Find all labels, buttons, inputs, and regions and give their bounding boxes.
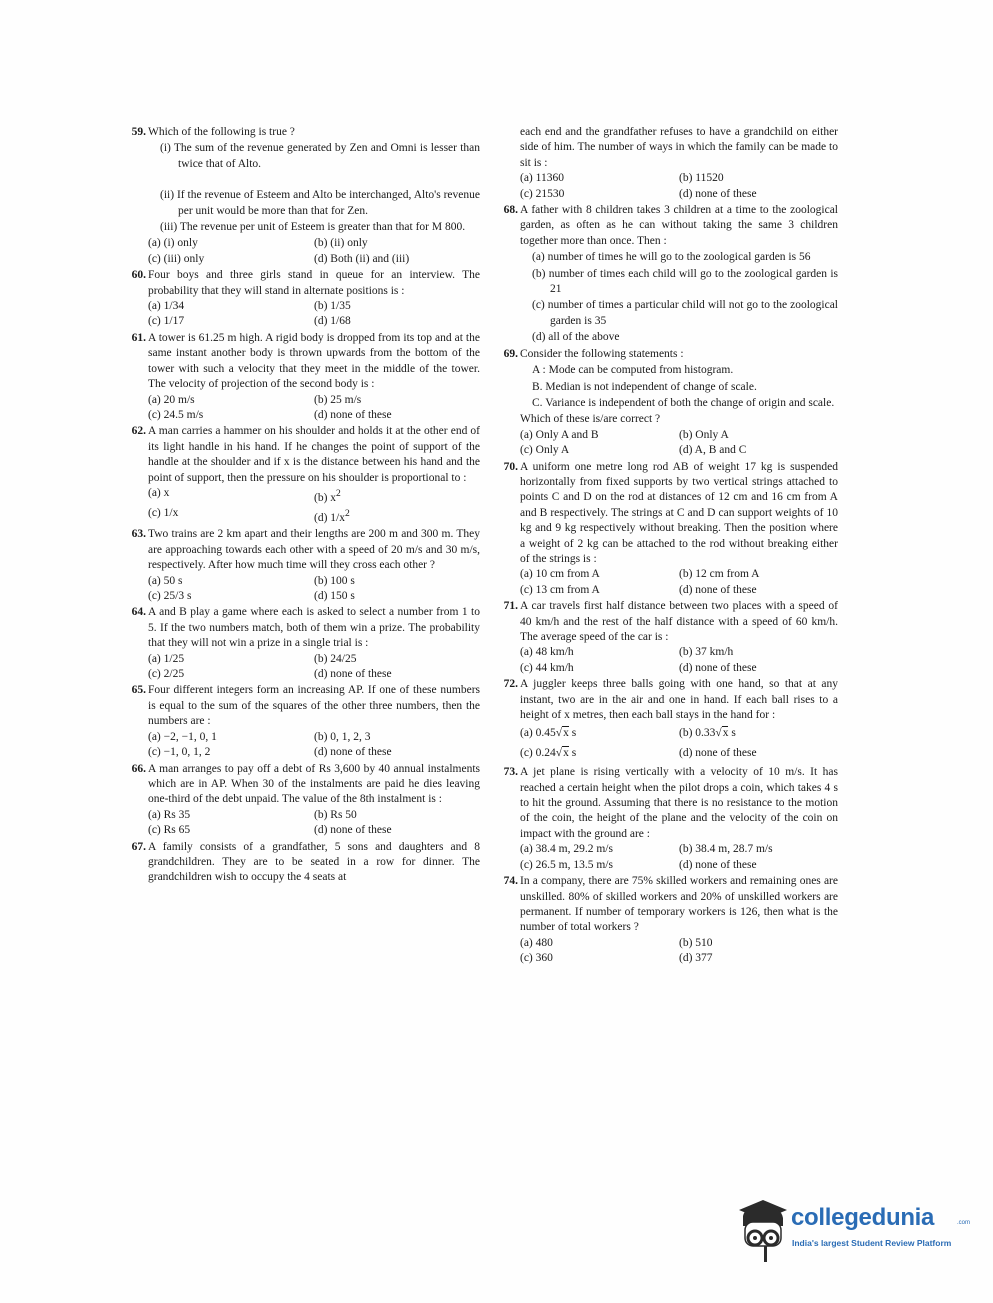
- question-71: [490, 599, 838, 676]
- option-b: (b) 11520: [679, 172, 724, 185]
- question-stem: A jet plane is rising vertically with a velocity of 10 m/s. It has reached a certain height when the pilot drops a coin, which takes 4 s to hit the ground. Assuming that there is no resistance to the motion of the coin, the height of the plane and the velocity of the coin on impact with the ground are :: [520, 766, 838, 840]
- question-number: 63.: [131, 528, 146, 541]
- option-c: (c) 1/17: [148, 315, 185, 328]
- question-stem: Four boys and three girls stand in queue for an interview. The probability that they will stand in alternate positions is :: [148, 269, 480, 297]
- option-b: (b) (ii) only: [314, 237, 368, 250]
- question-stem: Which of the following is true ?: [148, 126, 295, 138]
- right-column: [490, 125, 838, 968]
- option-b: (b) 1/35: [314, 300, 351, 313]
- option-b: (b) Rs 50: [314, 808, 357, 821]
- question-number: 71.: [503, 600, 518, 613]
- option-d: (d) none of these: [314, 408, 392, 421]
- statement-c: C. Variance is independent of both the change of origin and scale.: [532, 396, 835, 409]
- question-number: 60.: [131, 269, 146, 282]
- option-d: (d) $1/x^2$: [314, 508, 350, 524]
- option-c: (c) 13 cm from A: [520, 583, 600, 596]
- option-b: (b) Only A: [679, 428, 729, 441]
- option-b: (b) number of times each child will go to the zoological garden is 21: [532, 267, 838, 296]
- brand-logo: [735, 1196, 971, 1266]
- options: [148, 574, 480, 605]
- question-72: [490, 677, 838, 761]
- question-ask: Which of these is/are correct ?: [520, 413, 661, 426]
- options: [148, 652, 480, 683]
- statement-b: B. Median is not independent of change of scale.: [532, 380, 757, 393]
- statement-i: (i) The sum of the revenue generated by Zen and Omni is lesser than twice that of Alto.: [160, 142, 480, 170]
- option-c: (c) number of times a particular child will not go to the zoological garden is 35: [532, 299, 838, 327]
- option-a: (a) 50 s: [148, 574, 183, 587]
- option-d: (d) 377: [679, 952, 713, 965]
- question-number: 65.: [131, 684, 146, 697]
- question-67: [118, 840, 480, 886]
- question-stem: A uniform one metre long rod AB of weight 17 kg is suspended horizontally from fixed supports by two vertical strings attached to points C and D on the rod at distances of 12 cm and 16 cm from A and B respectively. The strings at C and D can support weights of 10 kg and 9 kg respectively without breaking. Then the position where a weight of 2 kg can be attached to the rod without breaking either of the strings is :: [520, 460, 838, 565]
- question-65: [118, 683, 480, 760]
- option-c: (c) 24.5 m/s: [148, 408, 204, 421]
- brand-tagline: India's largest Student Review Platform: [792, 1238, 952, 1248]
- option-b: (b) 0.33√x s: [679, 727, 736, 740]
- option-b: (b) 38.4 m, 28.7 m/s: [679, 843, 773, 856]
- option-d: (d) A, B and C: [679, 444, 747, 457]
- question-66: [118, 762, 480, 839]
- option-c: (c) (iii) only: [148, 252, 205, 265]
- option-c: (c) Rs 65: [148, 824, 191, 837]
- mascot-icon: [735, 1196, 791, 1266]
- option-a: (a) 20 m/s: [148, 393, 195, 406]
- option-b: (b) 24/25: [314, 652, 357, 665]
- question-59: [118, 125, 480, 267]
- option-a: (a) 11360: [520, 172, 564, 185]
- option-d: (d) none of these: [679, 858, 757, 871]
- option-d: (d) all of the above: [532, 331, 620, 344]
- question-number: 61.: [131, 331, 146, 344]
- question-stem: A juggler keeps three balls going with one hand, so that at any instant, two are in the air and one in hand. If each ball rises to a height of x metres, then each ball stays in the hand for :: [520, 678, 838, 722]
- option-c: (c) 2/25: [148, 668, 185, 681]
- option-b: (b) 12 cm from A: [679, 568, 760, 581]
- options: [148, 393, 480, 424]
- options: [520, 726, 838, 761]
- question-74: [490, 874, 838, 966]
- question-68: [490, 203, 838, 346]
- options: [520, 428, 838, 459]
- question-stem: A and B play a game where each is asked to select a number from 1 to 5. If the two numbers match, both of them win a prize. The probability that they will not win a prize in a single trial is :: [148, 606, 480, 650]
- option-a: (a) 1/25: [148, 652, 185, 665]
- question-stem: A man carries a hammer on his shoulder and holds it at the other end of its light handle in his hand. If he changes the point of support of the handle at the shoulder and if x is the distance between his hand and the point of support, then the pressure on his shoulder is proportional to :: [148, 425, 480, 484]
- brand-name: collegedunia: [791, 1204, 935, 1231]
- question-64: [118, 605, 480, 682]
- option-d: (d) none of these: [314, 668, 392, 681]
- question-number: 67.: [131, 840, 146, 853]
- options: [520, 842, 838, 873]
- question-number: 68.: [503, 204, 518, 217]
- options: [148, 486, 480, 526]
- option-a: (a) x: [148, 486, 170, 499]
- brand-domain: .com: [957, 1220, 971, 1226]
- option-d: (d) none of these: [314, 746, 392, 759]
- option-c: (c) Only A: [520, 444, 570, 457]
- option-a: (a) 480: [520, 936, 553, 949]
- option-d: (d) none of these: [679, 187, 757, 200]
- option-d: (d) none of these: [679, 583, 757, 596]
- left-column: [118, 125, 480, 887]
- question-number: 73.: [503, 766, 518, 779]
- question-61: [118, 331, 480, 423]
- question-63: [118, 527, 480, 604]
- option-b: (b) $x^2$: [314, 487, 341, 504]
- option-a: (a) −2, −1, 0, 1: [148, 730, 217, 743]
- question-stem: A family consists of a grandfather, 5 sons and daughters and 8 grandchildren. They are to be seated in a row for dinner. The grandchildren wish to occupy the 4 seats at: [148, 840, 480, 884]
- question-number: 64.: [131, 606, 146, 619]
- option-b: (b) 100 s: [314, 574, 355, 587]
- question-60: [118, 268, 480, 330]
- options: [520, 171, 838, 202]
- question-67-continued: [490, 125, 838, 202]
- question-stem: Consider the following statements :: [520, 347, 684, 360]
- option-c: (c) −1, 0, 1, 2: [148, 746, 211, 759]
- option-a: (a) 0.45√x s: [520, 727, 577, 740]
- question-number: 59.: [131, 126, 146, 138]
- question-70: [490, 460, 838, 599]
- options: [148, 236, 480, 267]
- question-number: 62.: [131, 425, 146, 438]
- question-stem: A father with 8 children takes 3 children at a time to the zoological garden, as often as he can without taking the same 3 children together more than once. Then :: [520, 204, 838, 247]
- option-c: (c) 25/3 s: [148, 590, 192, 603]
- question-stem: In a company, there are 75% skilled workers and remaining ones are unskilled. 80% of skilled workers and 20% of unskilled workers are permanent. If number of temporary workers is 126, then what is the number of total workers ?: [520, 875, 838, 934]
- option-c: (c) 44 km/h: [520, 661, 574, 674]
- question-number: 74.: [503, 875, 518, 888]
- option-d: (d) none of these: [314, 824, 392, 837]
- options: [148, 730, 480, 761]
- option-a: (a) 1/34: [148, 300, 185, 313]
- options: [148, 808, 480, 839]
- statement-a: A : Mode can be computed from histogram.: [532, 364, 734, 377]
- option-a: (a) Rs 35: [148, 808, 191, 821]
- option-b: (b) 37 km/h: [679, 646, 734, 659]
- option-c: (c) 1/x: [148, 507, 179, 520]
- question-number: 69.: [503, 347, 518, 360]
- option-d: (d) none of these: [679, 746, 757, 759]
- question-stem: Two trains are 2 km apart and their lengths are 200 m and 300 m. They are approaching towards each other with a speed of 20 m/s and 30 m/s, respectively. After how much time will they cross each other ?: [148, 528, 480, 572]
- question-stem: Four different integers form an increasing AP. If one of these numbers is equal to the sum of the squares of the other three numbers, then the numbers are :: [148, 684, 480, 728]
- option-a: (a) (i) only: [148, 237, 198, 250]
- option-a: (a) number of times he will go to the zoological garden is 56: [532, 251, 811, 264]
- option-d: (d) none of these: [679, 661, 757, 674]
- question-69: [490, 347, 838, 459]
- option-b: (b) 25 m/s: [314, 393, 362, 406]
- option-c: (c) 21530: [520, 187, 565, 200]
- option-c: (c) 0.24√x s: [520, 746, 577, 759]
- question-number: 70.: [503, 460, 518, 473]
- statement-iii: (iii) The revenue per unit of Esteem is greater than that for M 800.: [160, 221, 466, 234]
- option-c: (c) 360: [520, 952, 553, 965]
- options: [520, 645, 838, 676]
- option-d: (d) Both (ii) and (iii): [314, 252, 410, 265]
- option-a: (a) 48 km/h: [520, 646, 574, 659]
- option-b: (b) 0, 1, 2, 3: [314, 730, 371, 743]
- option-d: (d) 150 s: [314, 590, 355, 603]
- option-a: (a) Only A and B: [520, 428, 599, 441]
- options: [148, 299, 480, 330]
- option-b: (b) 510: [679, 936, 713, 949]
- question-stem-continued: each end and the grandfather refuses to have a grandchild on either side of him. The number of ways in which the family can be made to sit is :: [520, 126, 838, 169]
- option-a: (a) 10 cm from A: [520, 568, 600, 581]
- question-stem: A tower is 61.25 m high. A rigid body is dropped from its top and at the same instant another body is thrown upwards from the bottom of the tower with such a velocity that they meet in the middle of the tower. The velocity of projection of the second body is :: [148, 331, 480, 391]
- option-a: (a) 38.4 m, 29.2 m/s: [520, 843, 613, 856]
- question-number: 66.: [131, 762, 146, 775]
- option-c: (c) 26.5 m, 13.5 m/s: [520, 858, 613, 871]
- statement-ii: (ii) If the revenue of Esteem and Alto be interchanged, Alto's revenue per unit would be more than that for Zen.: [160, 189, 480, 217]
- question-stem: A man arranges to pay off a debt of Rs 3,600 by 40 annual instalments which are in AP. When 30 of the instalments are paid he dies leaving one-third of the debt unpaid. The value of the 8th instalment is :: [148, 762, 480, 806]
- question-stem: A car travels first half distance between two places with a speed of 40 km/h and the rest of the half distance with a speed of 60 km/h. The average speed of the car is :: [520, 600, 838, 643]
- options: [520, 936, 838, 967]
- question-73: [490, 765, 838, 873]
- option-d: (d) 1/68: [314, 315, 351, 328]
- options: [520, 567, 838, 598]
- question-62: [118, 424, 480, 526]
- question-number: 72.: [503, 678, 518, 691]
